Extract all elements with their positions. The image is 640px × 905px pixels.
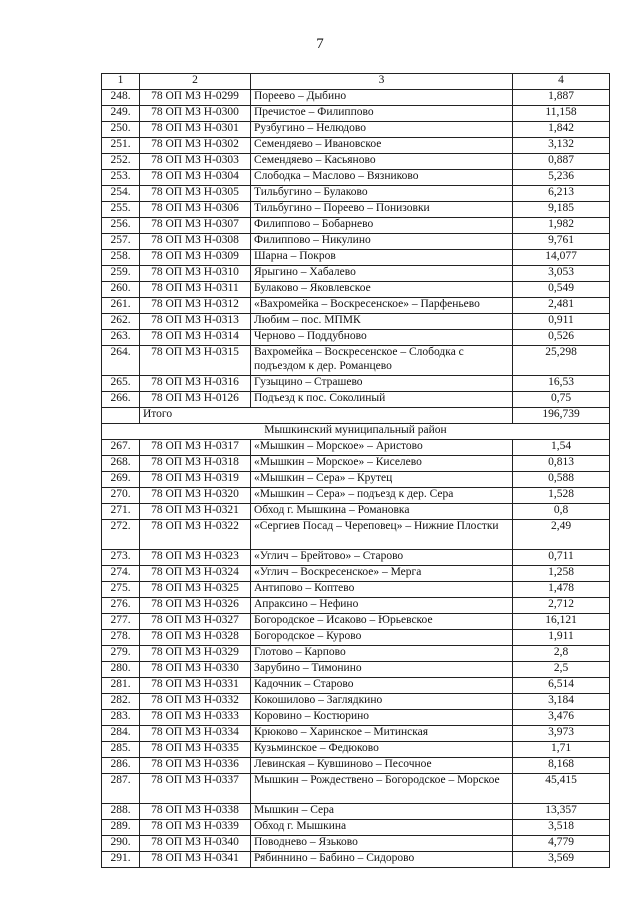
row-number: 275. bbox=[102, 582, 140, 598]
row-number: 273. bbox=[102, 550, 140, 566]
table-row bbox=[102, 504, 610, 520]
table-row bbox=[102, 266, 610, 282]
table-row bbox=[102, 234, 610, 250]
road-code: 78 ОП МЗ Н-0340 bbox=[140, 836, 251, 852]
road-name: Слободка – Маслово – Вязниково bbox=[251, 170, 513, 186]
table-row bbox=[102, 630, 610, 646]
table-row bbox=[102, 154, 610, 170]
road-length: 0,887 bbox=[513, 154, 610, 170]
road-length: 25,298 bbox=[513, 346, 610, 376]
row-number: 266. bbox=[102, 392, 140, 408]
road-length: 0,75 bbox=[513, 392, 610, 408]
header-col-length: 4 bbox=[513, 74, 610, 90]
road-length: 9,185 bbox=[513, 202, 610, 218]
road-code: 78 ОП МЗ Н-0337 bbox=[140, 774, 251, 804]
road-length: 0,911 bbox=[513, 314, 610, 330]
row-number: 267. bbox=[102, 440, 140, 456]
row-number: 283. bbox=[102, 710, 140, 726]
road-name: Подъезд к пос. Соколиный bbox=[251, 392, 513, 408]
road-name: Пореево – Дыбино bbox=[251, 90, 513, 106]
table-row bbox=[102, 250, 610, 266]
table-row bbox=[102, 550, 610, 566]
road-length: 3,053 bbox=[513, 266, 610, 282]
road-length: 1,887 bbox=[513, 90, 610, 106]
row-number: 265. bbox=[102, 376, 140, 392]
road-length: 3,476 bbox=[513, 710, 610, 726]
table-row bbox=[102, 726, 610, 742]
row-number: 263. bbox=[102, 330, 140, 346]
total-empty-cell bbox=[102, 408, 140, 424]
road-length: 1,258 bbox=[513, 566, 610, 582]
road-code: 78 ОП МЗ Н-0326 bbox=[140, 598, 251, 614]
road-length: 6,514 bbox=[513, 678, 610, 694]
table-row bbox=[102, 376, 610, 392]
road-length: 1,71 bbox=[513, 742, 610, 758]
road-name: Обход г. Мышкина bbox=[251, 820, 513, 836]
road-code: 78 ОП МЗ Н-0310 bbox=[140, 266, 251, 282]
road-name: Богородское – Курово bbox=[251, 630, 513, 646]
table-row bbox=[102, 566, 610, 582]
row-number: 290. bbox=[102, 836, 140, 852]
total-label: Итого bbox=[140, 408, 513, 424]
road-code: 78 ОП МЗ Н-0335 bbox=[140, 742, 251, 758]
road-length: 3,569 bbox=[513, 852, 610, 868]
road-code: 78 ОП МЗ Н-0334 bbox=[140, 726, 251, 742]
road-name: Булаково – Яковлевское bbox=[251, 282, 513, 298]
road-code: 78 ОП МЗ Н-0329 bbox=[140, 646, 251, 662]
row-number: 249. bbox=[102, 106, 140, 122]
road-name: Кокошилово – Заглядкино bbox=[251, 694, 513, 710]
table-row bbox=[102, 662, 610, 678]
road-code: 78 ОП МЗ Н-0336 bbox=[140, 758, 251, 774]
road-name: Глотово – Карпово bbox=[251, 646, 513, 662]
road-name: Апраксино – Нефино bbox=[251, 598, 513, 614]
road-code: 78 ОП МЗ Н-0325 bbox=[140, 582, 251, 598]
road-name: Любим – пос. МПМК bbox=[251, 314, 513, 330]
row-number: 270. bbox=[102, 488, 140, 504]
row-number: 289. bbox=[102, 820, 140, 836]
road-code: 78 ОП МЗ Н-0309 bbox=[140, 250, 251, 266]
table-row bbox=[102, 392, 610, 408]
table-row bbox=[102, 90, 610, 106]
road-length: 1,982 bbox=[513, 218, 610, 234]
row-number: 258. bbox=[102, 250, 140, 266]
row-number: 281. bbox=[102, 678, 140, 694]
row-number: 250. bbox=[102, 122, 140, 138]
road-name: Тильбугино – Пореево – Понизовки bbox=[251, 202, 513, 218]
road-length: 0,526 bbox=[513, 330, 610, 346]
table-row bbox=[102, 694, 610, 710]
road-length: 16,53 bbox=[513, 376, 610, 392]
row-number: 284. bbox=[102, 726, 140, 742]
header-col-code: 2 bbox=[140, 74, 251, 90]
road-code: 78 ОП МЗ Н-0327 bbox=[140, 614, 251, 630]
road-name: Ярыгино – Хабалево bbox=[251, 266, 513, 282]
road-name: Вахромейка – Воскресенское – Слободка с подъездом к дер. Романцево bbox=[251, 346, 513, 376]
road-length: 16,121 bbox=[513, 614, 610, 630]
row-number: 277. bbox=[102, 614, 140, 630]
road-name: Коровино – Костюрино bbox=[251, 710, 513, 726]
road-length: 3,132 bbox=[513, 138, 610, 154]
table-header-row bbox=[102, 74, 610, 90]
row-number: 257. bbox=[102, 234, 140, 250]
table-row bbox=[102, 836, 610, 852]
road-length: 0,711 bbox=[513, 550, 610, 566]
row-number: 291. bbox=[102, 852, 140, 868]
row-number: 280. bbox=[102, 662, 140, 678]
road-code: 78 ОП МЗ Н-0328 bbox=[140, 630, 251, 646]
road-length: 45,415 bbox=[513, 774, 610, 804]
row-number: 286. bbox=[102, 758, 140, 774]
row-number: 282. bbox=[102, 694, 140, 710]
road-code: 78 ОП МЗ Н-0320 bbox=[140, 488, 251, 504]
road-length: 1,911 bbox=[513, 630, 610, 646]
table-row bbox=[102, 804, 610, 820]
section-title: Мышкинский муниципальный район bbox=[102, 424, 610, 440]
road-name: Черново – Поддубново bbox=[251, 330, 513, 346]
row-number: 288. bbox=[102, 804, 140, 820]
road-length: 5,236 bbox=[513, 170, 610, 186]
road-length: 1,54 bbox=[513, 440, 610, 456]
row-number: 261. bbox=[102, 298, 140, 314]
road-name: Пречистое – Филиппово bbox=[251, 106, 513, 122]
roads-table bbox=[101, 73, 610, 868]
road-name: Филиппово – Бобарнево bbox=[251, 218, 513, 234]
row-number: 255. bbox=[102, 202, 140, 218]
roads-table-body bbox=[102, 74, 610, 868]
road-code: 78 ОП МЗ Н-0332 bbox=[140, 694, 251, 710]
road-name: Мышкин – Сера bbox=[251, 804, 513, 820]
table-row bbox=[102, 774, 610, 804]
table-row bbox=[102, 758, 610, 774]
road-name: Гузыцино – Страшево bbox=[251, 376, 513, 392]
table-row bbox=[102, 138, 610, 154]
road-name: Рузбугино – Нелюдово bbox=[251, 122, 513, 138]
road-length: 2,49 bbox=[513, 520, 610, 550]
road-code: 78 ОП МЗ Н-0305 bbox=[140, 186, 251, 202]
road-length: 2,5 bbox=[513, 662, 610, 678]
road-name: Рябиннино – Бабино – Сидорово bbox=[251, 852, 513, 868]
row-number: 253. bbox=[102, 170, 140, 186]
table-row bbox=[102, 520, 610, 550]
road-name: Кузьминское – Федюково bbox=[251, 742, 513, 758]
road-code: 78 ОП МЗ Н-0315 bbox=[140, 346, 251, 376]
road-length: 2,8 bbox=[513, 646, 610, 662]
road-name: Левинская – Кувшиново – Песочное bbox=[251, 758, 513, 774]
row-number: 248. bbox=[102, 90, 140, 106]
road-length: 0,588 bbox=[513, 472, 610, 488]
road-code: 78 ОП МЗ Н-0302 bbox=[140, 138, 251, 154]
table-row bbox=[102, 678, 610, 694]
total-row bbox=[102, 408, 610, 424]
road-name: Поводнево – Язьково bbox=[251, 836, 513, 852]
table-row bbox=[102, 106, 610, 122]
row-number: 252. bbox=[102, 154, 140, 170]
road-length: 4,779 bbox=[513, 836, 610, 852]
road-length: 3,184 bbox=[513, 694, 610, 710]
table-row bbox=[102, 820, 610, 836]
road-name: Мышкин – Рождествено – Богородское – Морское bbox=[251, 774, 513, 804]
table-row bbox=[102, 170, 610, 186]
road-code: 78 ОП МЗ Н-0322 bbox=[140, 520, 251, 550]
road-name: Тильбугино – Булаково bbox=[251, 186, 513, 202]
road-code: 78 ОП МЗ Н-0314 bbox=[140, 330, 251, 346]
table-row bbox=[102, 646, 610, 662]
road-name: Кадочник – Старово bbox=[251, 678, 513, 694]
road-code: 78 ОП МЗ Н-0330 bbox=[140, 662, 251, 678]
road-name: Зарубино – Тимонино bbox=[251, 662, 513, 678]
road-name: Семендяево – Ивановское bbox=[251, 138, 513, 154]
road-length: 0,549 bbox=[513, 282, 610, 298]
header-col-number: 1 bbox=[102, 74, 140, 90]
table-row bbox=[102, 710, 610, 726]
row-number: 254. bbox=[102, 186, 140, 202]
row-number: 279. bbox=[102, 646, 140, 662]
road-name: Богородское – Исаково – Юрьевское bbox=[251, 614, 513, 630]
road-name: Семендяево – Касьяново bbox=[251, 154, 513, 170]
row-number: 287. bbox=[102, 774, 140, 804]
road-code: 78 ОП МЗ Н-0321 bbox=[140, 504, 251, 520]
table-row bbox=[102, 614, 610, 630]
row-number: 251. bbox=[102, 138, 140, 154]
row-number: 268. bbox=[102, 456, 140, 472]
row-number: 256. bbox=[102, 218, 140, 234]
road-code: 78 ОП МЗ Н-0331 bbox=[140, 678, 251, 694]
table-row bbox=[102, 218, 610, 234]
table-row bbox=[102, 346, 610, 376]
road-name: Филиппово – Никулино bbox=[251, 234, 513, 250]
row-number: 262. bbox=[102, 314, 140, 330]
road-code: 78 ОП МЗ Н-0311 bbox=[140, 282, 251, 298]
road-length: 9,761 bbox=[513, 234, 610, 250]
road-code: 78 ОП МЗ Н-0308 bbox=[140, 234, 251, 250]
row-number: 285. bbox=[102, 742, 140, 758]
road-name: «Вахромейка – Воскресенское» – Парфеньево bbox=[251, 298, 513, 314]
road-code: 78 ОП МЗ Н-0126 bbox=[140, 392, 251, 408]
road-code: 78 ОП МЗ Н-0339 bbox=[140, 820, 251, 836]
road-name: «Мышкин – Морское» – Киселево bbox=[251, 456, 513, 472]
road-code: 78 ОП МЗ Н-0299 bbox=[140, 90, 251, 106]
page-number: 7 bbox=[316, 36, 324, 52]
table-row bbox=[102, 440, 610, 456]
road-length: 1,528 bbox=[513, 488, 610, 504]
table-row bbox=[102, 330, 610, 346]
road-code: 78 ОП МЗ Н-0319 bbox=[140, 472, 251, 488]
road-code: 78 ОП МЗ Н-0338 bbox=[140, 804, 251, 820]
table-row bbox=[102, 314, 610, 330]
table-row bbox=[102, 282, 610, 298]
table-row bbox=[102, 472, 610, 488]
road-name: «Мышкин – Сера» – Крутец bbox=[251, 472, 513, 488]
row-number: 264. bbox=[102, 346, 140, 376]
road-code: 78 ОП МЗ Н-0318 bbox=[140, 456, 251, 472]
road-length: 3,973 bbox=[513, 726, 610, 742]
road-name: «Мышкин – Сера» – подъезд к дер. Сера bbox=[251, 488, 513, 504]
table-row bbox=[102, 852, 610, 868]
road-code: 78 ОП МЗ Н-0300 bbox=[140, 106, 251, 122]
road-length: 8,168 bbox=[513, 758, 610, 774]
road-name: «Сергиев Посад – Череповец» – Нижние Плостки bbox=[251, 520, 513, 550]
road-code: 78 ОП МЗ Н-0324 bbox=[140, 566, 251, 582]
road-code: 78 ОП МЗ Н-0303 bbox=[140, 154, 251, 170]
section-row bbox=[102, 424, 610, 440]
row-number: 271. bbox=[102, 504, 140, 520]
table-row bbox=[102, 456, 610, 472]
table-row bbox=[102, 298, 610, 314]
table-row bbox=[102, 122, 610, 138]
road-code: 78 ОП МЗ Н-0317 bbox=[140, 440, 251, 456]
row-number: 274. bbox=[102, 566, 140, 582]
table-row bbox=[102, 202, 610, 218]
road-code: 78 ОП МЗ Н-0312 bbox=[140, 298, 251, 314]
road-name: «Углич – Воскресенское» – Мерга bbox=[251, 566, 513, 582]
road-name: Антипово – Коптево bbox=[251, 582, 513, 598]
table-row bbox=[102, 582, 610, 598]
road-length: 2,481 bbox=[513, 298, 610, 314]
road-code: 78 ОП МЗ Н-0313 bbox=[140, 314, 251, 330]
row-number: 260. bbox=[102, 282, 140, 298]
road-length: 1,842 bbox=[513, 122, 610, 138]
road-name: Крюково – Харинское – Митинская bbox=[251, 726, 513, 742]
row-number: 272. bbox=[102, 520, 140, 550]
road-length: 3,518 bbox=[513, 820, 610, 836]
table-row bbox=[102, 598, 610, 614]
road-name: Обход г. Мышкина – Романовка bbox=[251, 504, 513, 520]
total-value: 196,739 bbox=[513, 408, 610, 424]
road-length: 2,712 bbox=[513, 598, 610, 614]
table-row bbox=[102, 186, 610, 202]
row-number: 278. bbox=[102, 630, 140, 646]
road-code: 78 ОП МЗ Н-0307 bbox=[140, 218, 251, 234]
road-name: «Углич – Брейтово» – Старово bbox=[251, 550, 513, 566]
road-code: 78 ОП МЗ Н-0304 bbox=[140, 170, 251, 186]
header-col-name: 3 bbox=[251, 74, 513, 90]
row-number: 276. bbox=[102, 598, 140, 614]
road-code: 78 ОП МЗ Н-0316 bbox=[140, 376, 251, 392]
road-code: 78 ОП МЗ Н-0301 bbox=[140, 122, 251, 138]
road-code: 78 ОП МЗ Н-0323 bbox=[140, 550, 251, 566]
road-length: 11,158 bbox=[513, 106, 610, 122]
row-number: 269. bbox=[102, 472, 140, 488]
road-length: 0,8 bbox=[513, 504, 610, 520]
road-code: 78 ОП МЗ Н-0333 bbox=[140, 710, 251, 726]
table-row bbox=[102, 488, 610, 504]
road-length: 0,813 bbox=[513, 456, 610, 472]
road-length: 6,213 bbox=[513, 186, 610, 202]
road-code: 78 ОП МЗ Н-0306 bbox=[140, 202, 251, 218]
table-row bbox=[102, 742, 610, 758]
row-number: 259. bbox=[102, 266, 140, 282]
road-name: Шарна – Покров bbox=[251, 250, 513, 266]
road-length: 13,357 bbox=[513, 804, 610, 820]
road-length: 1,478 bbox=[513, 582, 610, 598]
road-name: «Мышкин – Морское» – Аристово bbox=[251, 440, 513, 456]
road-length: 14,077 bbox=[513, 250, 610, 266]
road-code: 78 ОП МЗ Н-0341 bbox=[140, 852, 251, 868]
